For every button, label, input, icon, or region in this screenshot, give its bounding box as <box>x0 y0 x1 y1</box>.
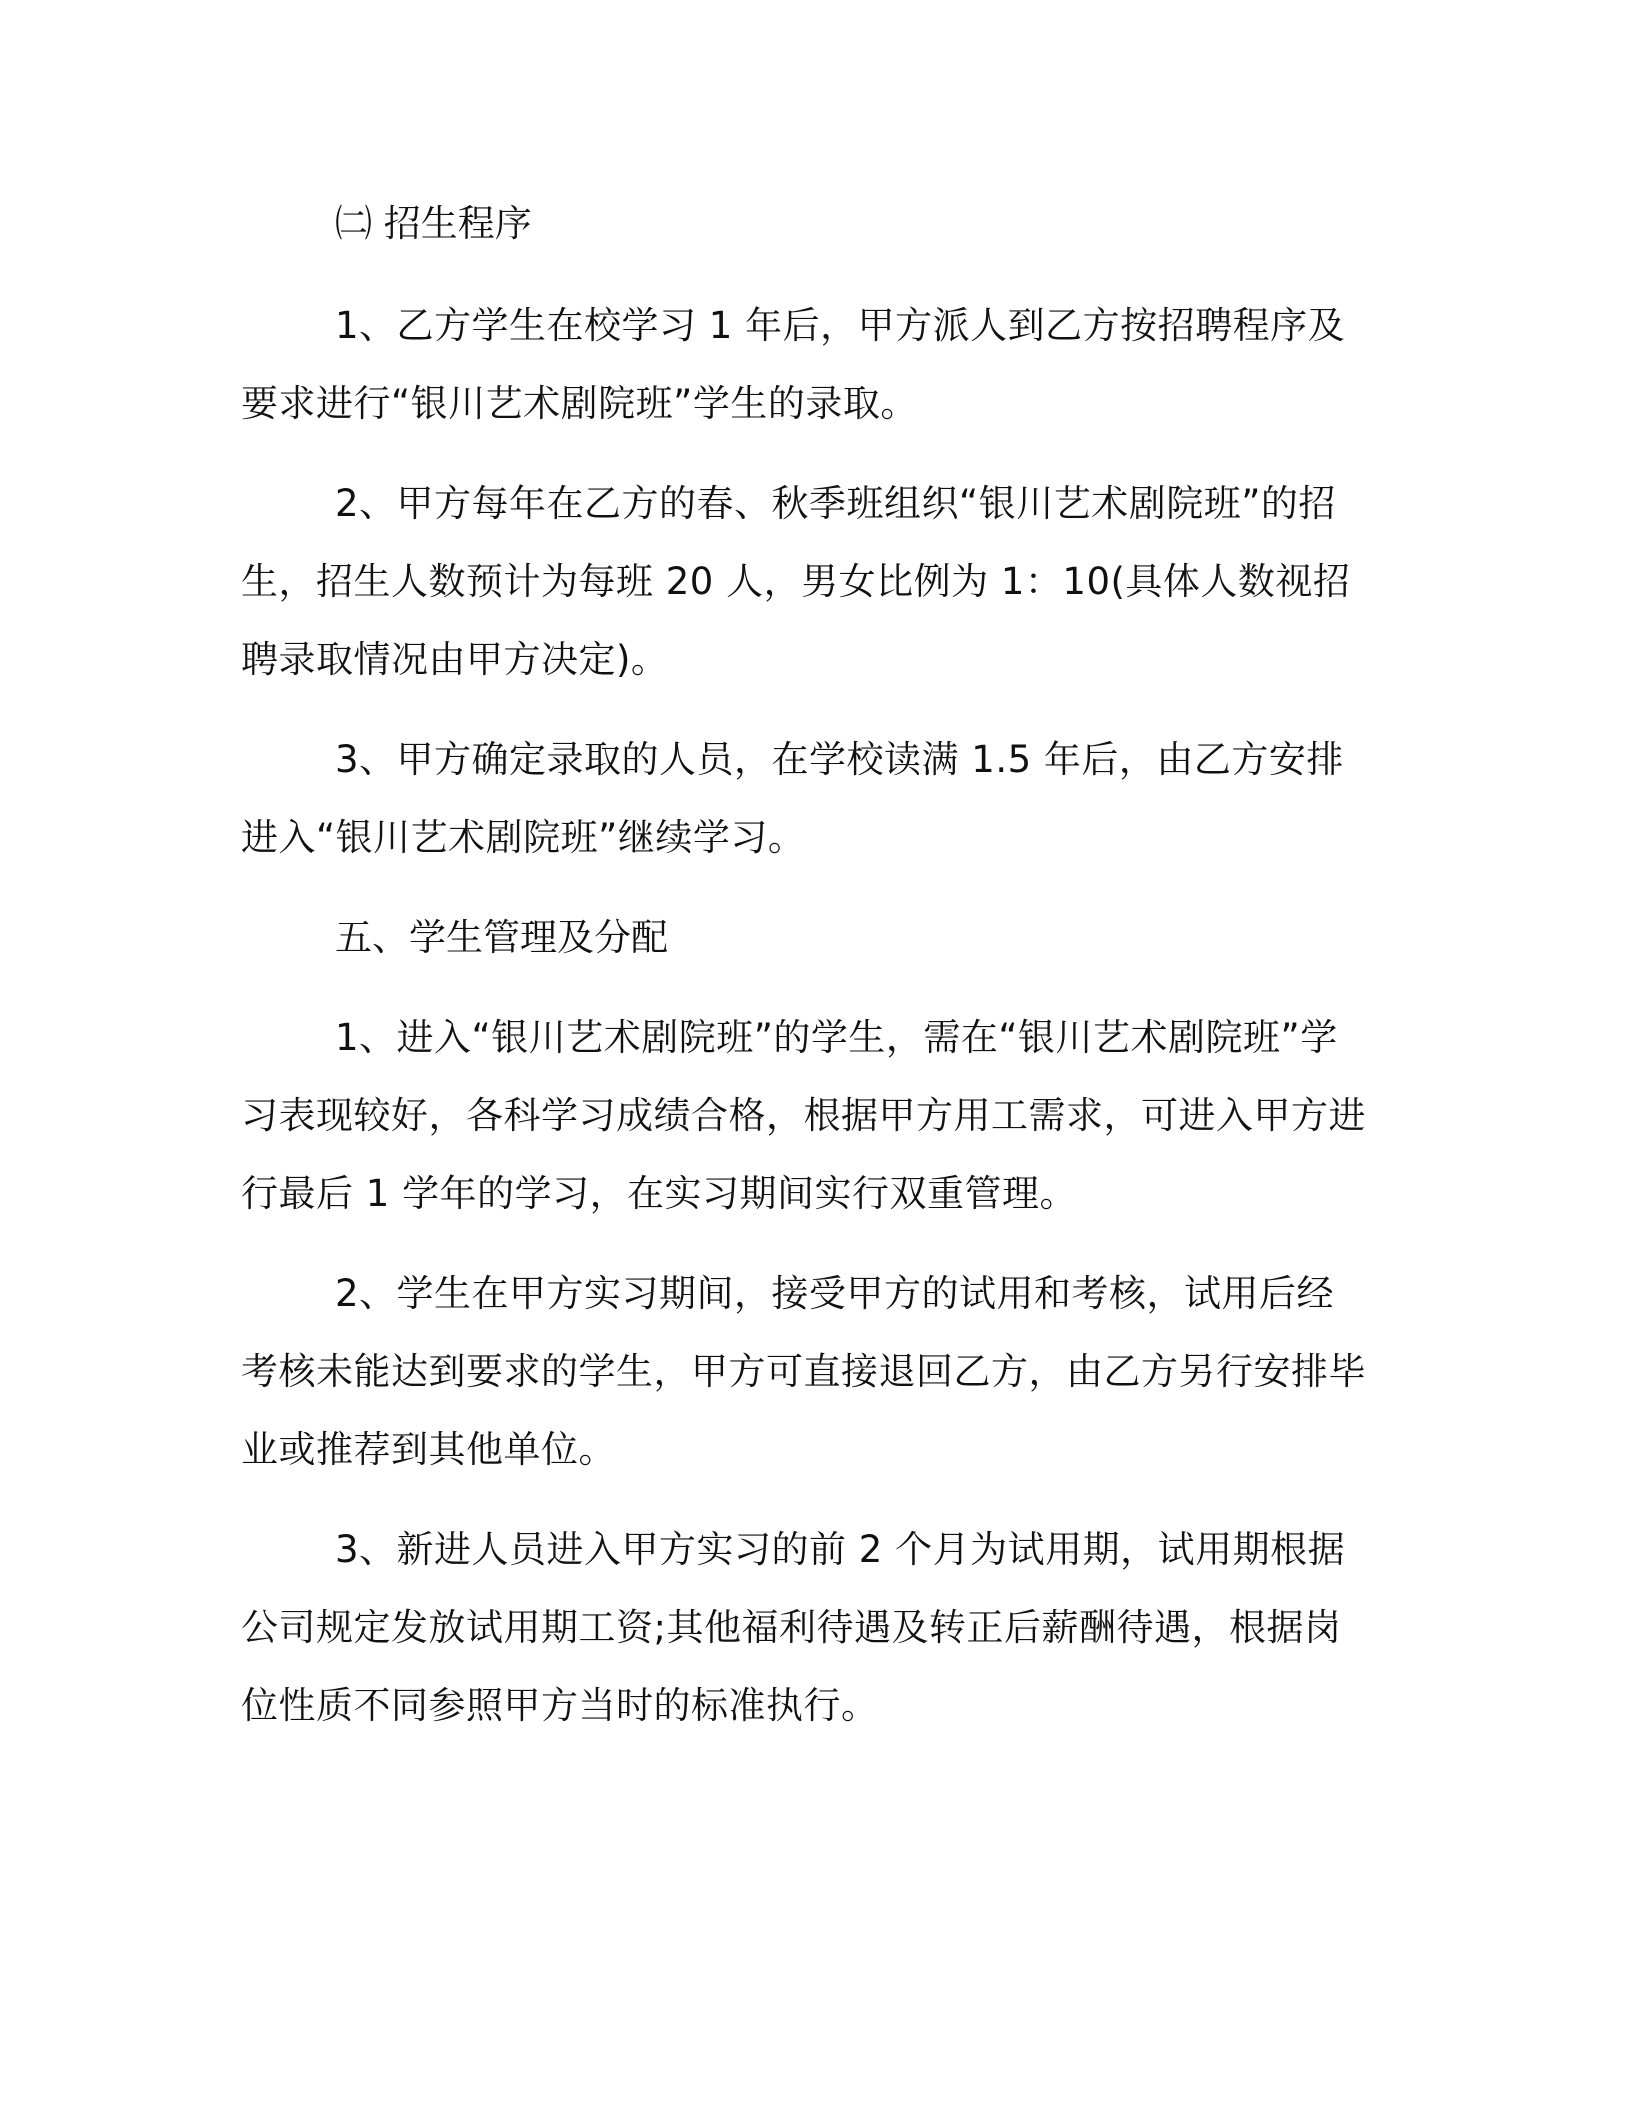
paragraph-2: 2、甲方每年在乙方的春、秋季班组织“银川艺术剧院班”的招生，招生人数预计为每班 20 人，男女比例为 1：10(具体人数视招聘录取情况由甲方决定)。 <box>241 482 1351 681</box>
paragraph-5: 2、学生在甲方实习期间，接受甲方的试用和考核，试用后经考核未能达到要求的学生，甲方可直接退回乙方，由乙方另行安排毕业或推荐到其他单位。 <box>241 1272 1366 1471</box>
paragraph-3: 3、甲方确定录取的人员，在学校读满 1.5 年后，由乙方安排进入“银川艺术剧院班”继续学习。 <box>241 738 1344 859</box>
paragraph-1: 1、乙方学生在校学习 1 年后，甲方派人到乙方按招聘程序及要求进行“银川艺术剧院班”学生的录取。 <box>241 304 1346 425</box>
document-body <box>241 185 1371 1745</box>
section-heading-student-management: 五、学生管理及分配 <box>335 916 668 959</box>
paragraph-6: 3、新进人员进入甲方实习的前 2 个月为试用期，试用期根据公司规定发放试用期工资;其他福利待遇及转正后薪酬待遇，根据岗位性质不同参照甲方当时的标准执行。 <box>241 1528 1346 1727</box>
paragraph-4: 1、进入“银川艺术剧院班”的学生，需在“银川艺术剧院班”学习表现较好，各科学习成绩合格，根据甲方用工需求，可进入甲方进行最后 1 学年的学习，在实习期间实行双重管理。 <box>241 1016 1366 1215</box>
section-heading-recruitment-procedure: ㈡ 招生程序 <box>335 202 532 245</box>
